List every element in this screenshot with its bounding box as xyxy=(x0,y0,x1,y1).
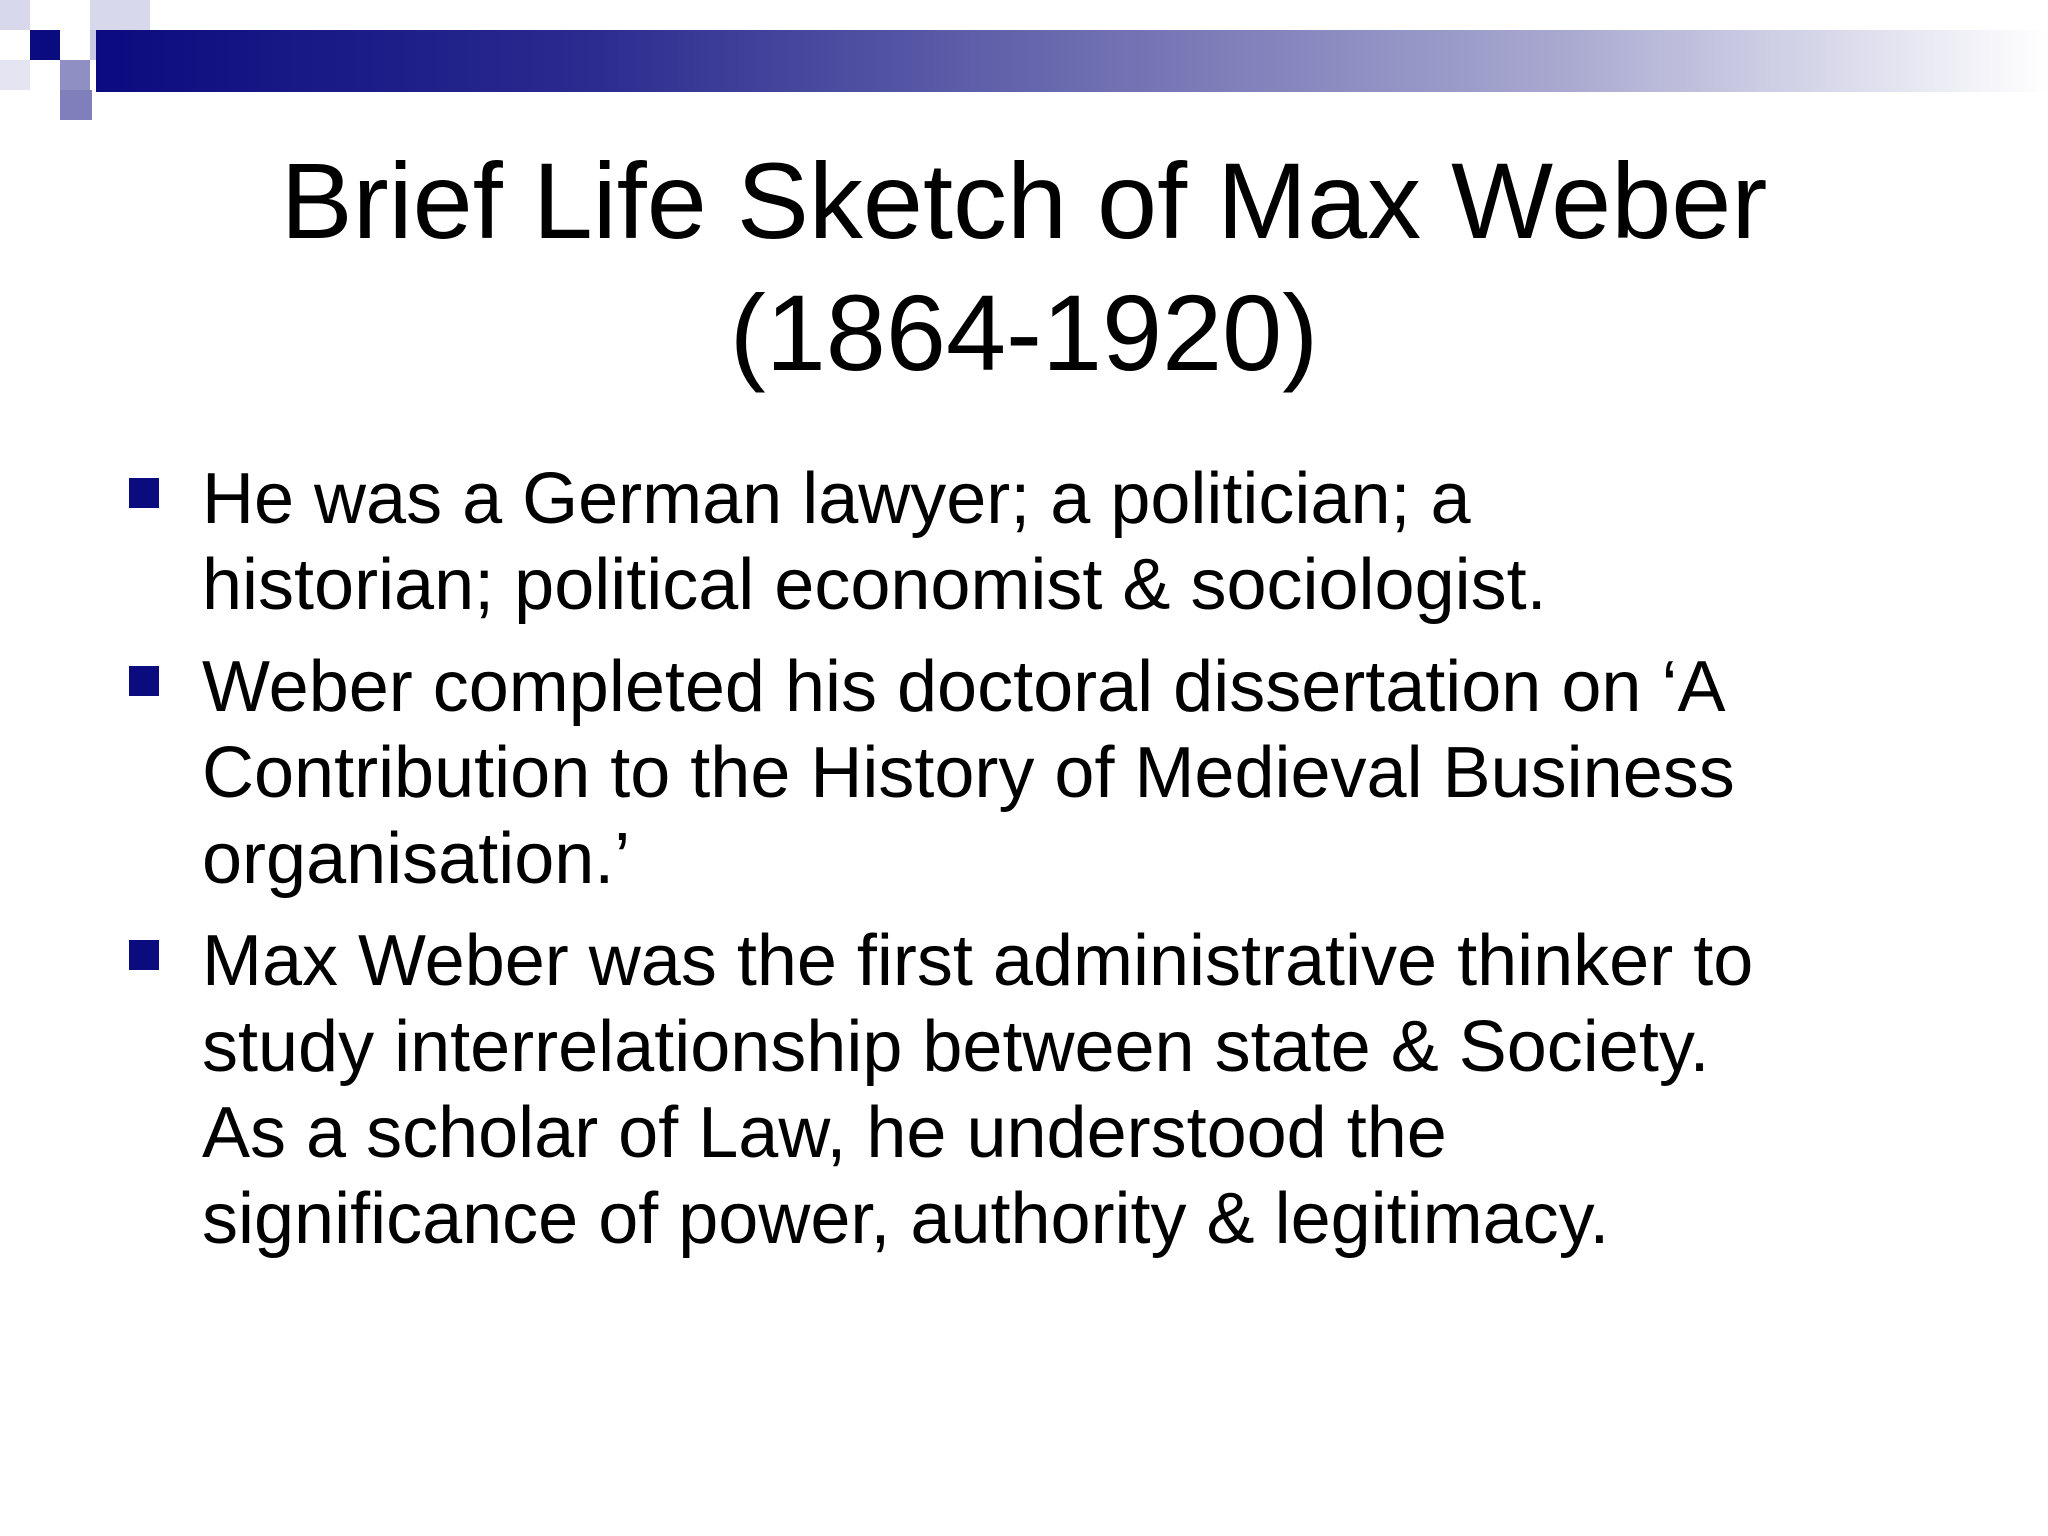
decorative-square xyxy=(0,60,30,90)
decorative-square xyxy=(30,30,60,60)
decorative-square xyxy=(60,60,90,90)
bullet-text-line: study interrelationship between state & Society. xyxy=(202,1007,1710,1087)
slide-title-line: Brief Life Sketch of Max Weber xyxy=(280,140,1768,261)
bullet-item xyxy=(125,918,1985,1262)
slide-title xyxy=(0,135,2048,399)
bullet-text-line: significance of power, authority & legitimacy. xyxy=(202,1179,1610,1259)
bullet-text-line: Contribution to the History of Medieval Business xyxy=(202,733,1735,813)
header-gradient-bar xyxy=(96,30,2048,92)
bullet-text-line: Weber completed his doctoral dissertation on ‘A xyxy=(202,647,1726,727)
bullet-text-line: historian; political economist & sociologist. xyxy=(202,545,1547,625)
decorative-square xyxy=(0,0,30,30)
bullet-text-line: organisation.’ xyxy=(202,819,631,899)
square-bullet-icon xyxy=(129,478,159,508)
decorative-square xyxy=(90,0,150,30)
square-bullet-icon xyxy=(129,940,159,970)
bullet-item xyxy=(125,644,1985,902)
bullet-text-line: He was a German lawyer; a politician; a xyxy=(202,459,1471,539)
bullet-text-line: As a scholar of Law, he understood the xyxy=(202,1093,1447,1173)
bullet-list xyxy=(125,456,1985,1278)
bullet-item xyxy=(125,456,1985,628)
square-bullet-icon xyxy=(129,666,159,696)
bullet-text-line: Max Weber was the first administrative thinker to xyxy=(202,921,1754,1001)
decorative-square xyxy=(60,90,92,120)
slide-title-line: (1864-1920) xyxy=(729,272,1319,393)
